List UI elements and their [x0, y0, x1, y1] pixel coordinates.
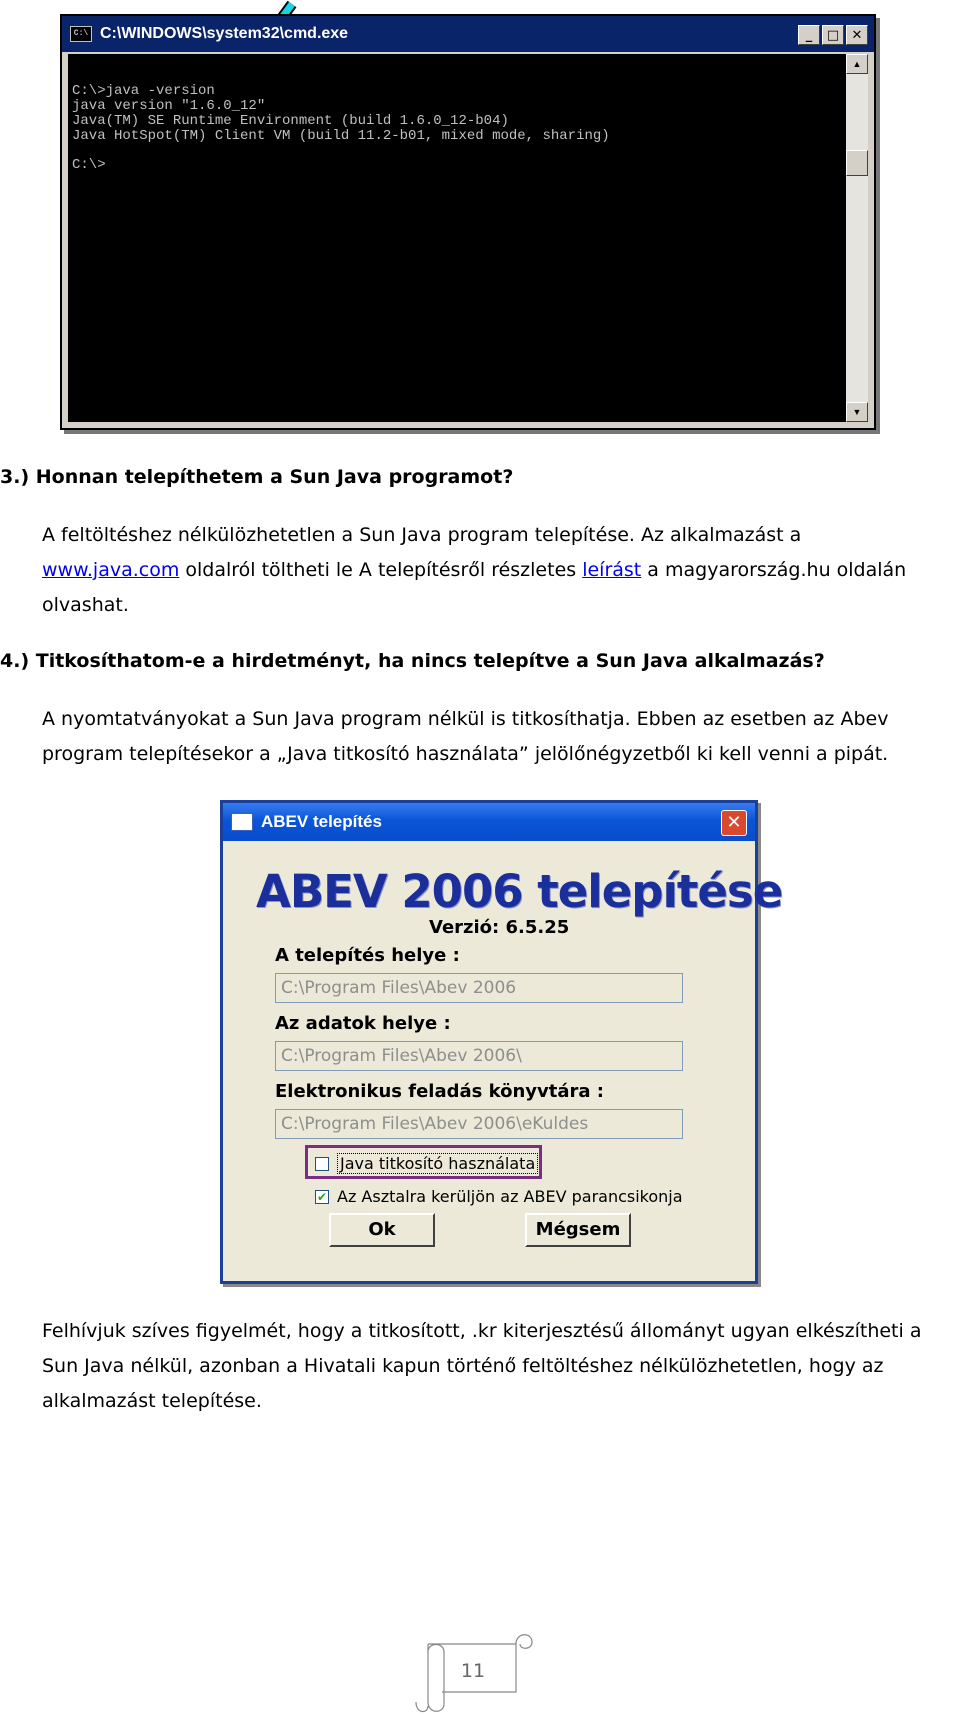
dialog-title: ABEV telepítés: [261, 812, 382, 831]
paragraph-line: [42, 553, 960, 588]
console-line: Java HotSpot(TM) Client VM (build 11.2-b01, mixed mode, sharing): [72, 128, 610, 144]
paragraph-text: a magyarország.hu oldalán: [641, 559, 907, 581]
console-line: C:\>: [72, 157, 106, 173]
paragraph-line: olvashat.: [42, 594, 129, 616]
close-button[interactable]: ✕: [846, 25, 868, 45]
note-paragraph: [42, 1314, 960, 1419]
cmd-window-title: C:\WINDOWS\system32\cmd.exe: [100, 25, 349, 42]
desktop-shortcut-checkbox-label[interactable]: Az Asztalra kerüljön az ABEV parancsikonja: [337, 1187, 683, 1206]
leiras-link[interactable]: leírást: [582, 559, 642, 581]
section3-heading: 3.) Honnan telepíthetem a Sun Java programot?: [0, 466, 514, 488]
library-location-field[interactable]: C:\Program Files\Abev 2006\eKuldes: [275, 1109, 683, 1139]
paragraph-line: A nyomtatványokat a Sun Java program nélkül is titkosíthatja. Ebben az esetben az Abev: [42, 708, 889, 730]
window-app-icon: [231, 813, 253, 831]
console-line: java version "1.6.0_12": [72, 98, 266, 114]
cmd-window: [60, 14, 876, 430]
vertical-scrollbar[interactable]: [846, 54, 868, 422]
java-com-link[interactable]: www.java.com: [42, 559, 180, 581]
install-location-label: A telepítés helye :: [275, 945, 460, 966]
minimize-button[interactable]: _: [798, 25, 820, 45]
dialog-titlebar[interactable]: [223, 803, 755, 841]
section4-paragraph: [42, 702, 960, 772]
scroll-up-arrow-icon[interactable]: ▲: [846, 54, 868, 74]
paragraph-text: oldalról töltheti le A telepítésről részletes: [179, 559, 583, 581]
section3-paragraph: [42, 518, 960, 623]
paragraph-line: A feltöltéshez nélkülözhetetlen a Sun Java program telepítése. Az alkalmazást a: [42, 524, 802, 546]
cancel-button[interactable]: Mégsem: [525, 1213, 631, 1247]
dialog-close-button[interactable]: ✕: [721, 810, 747, 836]
section4-heading: 4.) Titkosíthatom-e a hirdetményt, ha nincs telepítve a Sun Java alkalmazás?: [0, 650, 825, 672]
desktop-shortcut-checkbox[interactable]: ✔: [316, 1189, 328, 1204]
data-location-field[interactable]: C:\Program Files\Abev 2006\: [275, 1041, 683, 1071]
maximize-button[interactable]: □: [822, 25, 844, 45]
version-label: Verzió: 6.5.25: [429, 917, 570, 938]
console-output[interactable]: [68, 54, 846, 422]
console-line: C:\>java -version: [72, 83, 215, 99]
ok-button[interactable]: Ok: [329, 1213, 435, 1247]
abev-install-dialog: [220, 800, 783, 1284]
java-encryption-checkbox[interactable]: [315, 1157, 329, 1171]
page-number-scroll: [412, 1630, 534, 1714]
console-icon: C:\: [70, 26, 92, 42]
paragraph-line: Felhívjuk szíves figyelmét, hogy a titkosított, .kr kiterjesztésű állományt ugyan elkészítheti a: [42, 1320, 922, 1342]
library-location-label: Elektronikus feladás könyvtára :: [275, 1081, 604, 1102]
cmd-titlebar[interactable]: [62, 16, 874, 52]
desktop-shortcut-checkbox-row[interactable]: [315, 1187, 683, 1206]
installer-heading: ABEV 2006 telepítése: [256, 865, 783, 918]
data-location-label: Az adatok helye :: [275, 1013, 451, 1034]
java-encryption-checkbox-row[interactable]: [315, 1153, 538, 1174]
paragraph-line: alkalmazást telepítése.: [42, 1390, 262, 1412]
paragraph-line: program telepítésekor a „Java titkosító használata” jelölőnégyzetből ki kell venni a pipát.: [42, 743, 889, 765]
install-location-field[interactable]: C:\Program Files\Abev 2006: [275, 973, 683, 1003]
scroll-thumb[interactable]: [846, 150, 868, 176]
console-line: Java(TM) SE Runtime Environment (build 1.6.0_12-b04): [72, 113, 509, 129]
page-number: 11: [460, 1660, 486, 1682]
java-encryption-checkbox-label[interactable]: Java titkosító használata: [337, 1153, 538, 1174]
paragraph-line: Sun Java nélkül, azonban a Hivatali kapun történő feltöltéshez nélkülözhetetlen, hogy az: [42, 1355, 884, 1377]
scroll-down-arrow-icon[interactable]: ▼: [846, 402, 868, 422]
